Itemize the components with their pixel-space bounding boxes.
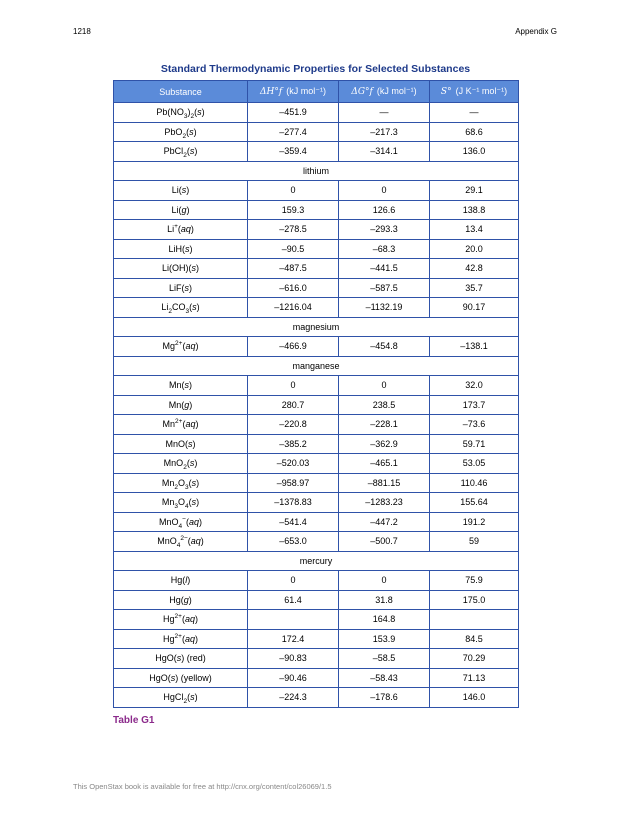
entropy-cell: 68.6 — [430, 122, 519, 142]
substance-cell: $Mn^{2+}(aq)$ — [114, 415, 248, 435]
enthalpy-cell: –451.9 — [248, 103, 339, 123]
enthalpy-cell: –520.03 — [248, 454, 339, 474]
substance-cell: $Mn_2O_3(s)$ — [114, 473, 248, 493]
table-row — [114, 629, 519, 649]
entropy-cell: 110.46 — [430, 473, 519, 493]
entropy-cell: 20.0 — [430, 239, 519, 259]
entropy-cell: 59 — [430, 532, 519, 552]
table-row — [114, 142, 519, 162]
gibbs-energy-cell: 0 — [339, 571, 430, 591]
substance-cell: HgO(s) (red) — [114, 649, 248, 669]
enthalpy-cell — [248, 610, 339, 630]
table-row — [114, 434, 519, 454]
column-header-gibbs — [339, 81, 430, 103]
gibbs-energy-cell: –228.1 — [339, 415, 430, 435]
substance-cell: $Mn_3O_4(s)$ — [114, 493, 248, 513]
gibbs-energy-cell: –454.8 — [339, 337, 430, 357]
table-row — [114, 590, 519, 610]
column-header-label: Substance — [159, 86, 202, 97]
entropy-cell: 13.4 — [430, 220, 519, 240]
enthalpy-cell: 280.7 — [248, 395, 339, 415]
table-caption: Table G1 — [113, 715, 155, 726]
section-label: manganese — [114, 356, 519, 376]
section-row — [114, 317, 519, 337]
footer-note: This OpenStax book is available for free at http://cnx.org/content/col26069/1.5 — [73, 782, 332, 791]
enthalpy-cell: –224.3 — [248, 688, 339, 708]
gibbs-energy-cell: –314.1 — [339, 142, 430, 162]
gibbs-energy-cell: — — [339, 103, 430, 123]
enthalpy-cell: –220.8 — [248, 415, 339, 435]
enthalpy-cell: 0 — [248, 376, 339, 396]
substance-cell: $Mg^{2+}(aq)$ — [114, 337, 248, 357]
table-row — [114, 512, 519, 532]
substance-cell: MnO$_4^{2-}$(aq) — [114, 532, 248, 552]
gibbs-energy-cell: 31.8 — [339, 590, 430, 610]
entropy-cell: 70.29 — [430, 649, 519, 669]
entropy-cell: 75.9 — [430, 571, 519, 591]
substance-cell: Mn(g) — [114, 395, 248, 415]
entropy-cell: 71.13 — [430, 668, 519, 688]
table-row — [114, 298, 519, 318]
table-row — [114, 376, 519, 396]
table-row — [114, 649, 519, 669]
entropy-cell: 53.05 — [430, 454, 519, 474]
gibbs-energy-cell: –1132.19 — [339, 298, 430, 318]
table-row — [114, 610, 519, 630]
substance-cell: PbCl$_2$(s) — [114, 142, 248, 162]
entropy-cell: 191.2 — [430, 512, 519, 532]
entropy-cell: 155.64 — [430, 493, 519, 513]
substance-cell: HgCl$_2$(s) — [114, 688, 248, 708]
substance-cell: Hg(l) — [114, 571, 248, 591]
enthalpy-cell: –487.5 — [248, 259, 339, 279]
enthalpy-cell: 61.4 — [248, 590, 339, 610]
column-header-enthalpy — [248, 81, 339, 103]
entropy-symbol: S° — [440, 87, 452, 97]
substance-cell: Li(OH)(s) — [114, 259, 248, 279]
entropy-cell: –73.6 — [430, 415, 519, 435]
gibbs-symbol: ΔG°f — [351, 87, 373, 97]
gibbs-energy-cell: 238.5 — [339, 395, 430, 415]
table-row — [114, 259, 519, 279]
enthalpy-cell: –90.46 — [248, 668, 339, 688]
enthalpy-cell: 0 — [248, 181, 339, 201]
entropy-cell: 146.0 — [430, 688, 519, 708]
substance-cell: HgO(s) (yellow) — [114, 668, 248, 688]
enthalpy-cell: –1378.83 — [248, 493, 339, 513]
enthalpy-cell: –653.0 — [248, 532, 339, 552]
thermodynamic-properties-table — [113, 80, 519, 708]
entropy-cell: — — [430, 103, 519, 123]
table-row — [114, 278, 519, 298]
substance-cell: $Li_2CO_3(s)$ — [114, 298, 248, 318]
table-body — [114, 103, 519, 708]
enthalpy-cell: –90.83 — [248, 649, 339, 669]
enthalpy-cell: –541.4 — [248, 512, 339, 532]
substance-cell: $Hg^{2+}(aq)$ — [114, 610, 248, 630]
table-row — [114, 688, 519, 708]
gibbs-energy-cell: 153.9 — [339, 629, 430, 649]
table-row — [114, 395, 519, 415]
gibbs-energy-cell: 0 — [339, 376, 430, 396]
section-row — [114, 356, 519, 376]
substance-cell: $Pb(NO_3)_2(s)$ — [114, 103, 248, 123]
table-row — [114, 337, 519, 357]
substance-cell: LiH(s) — [114, 239, 248, 259]
entropy-cell: 29.1 — [430, 181, 519, 201]
gibbs-energy-cell: –178.6 — [339, 688, 430, 708]
entropy-cell: 42.8 — [430, 259, 519, 279]
substance-cell: Hg(g) — [114, 590, 248, 610]
table-row — [114, 532, 519, 552]
gibbs-energy-cell: 164.8 — [339, 610, 430, 630]
table-row — [114, 493, 519, 513]
table-header — [114, 81, 519, 103]
gibbs-energy-cell: –362.9 — [339, 434, 430, 454]
entropy-cell: 175.0 — [430, 590, 519, 610]
enthalpy-cell: 0 — [248, 571, 339, 591]
table-row — [114, 473, 519, 493]
gibbs-energy-cell: –1283.23 — [339, 493, 430, 513]
enthalpy-cell: –1216.04 — [248, 298, 339, 318]
table-row — [114, 571, 519, 591]
column-header-substance — [114, 81, 248, 103]
gibbs-energy-cell: 126.6 — [339, 200, 430, 220]
substance-cell: Li(s) — [114, 181, 248, 201]
substance-cell: Mn(s) — [114, 376, 248, 396]
entropy-cell: 138.8 — [430, 200, 519, 220]
enthalpy-cell: –277.4 — [248, 122, 339, 142]
enthalpy-symbol: ΔH°f — [260, 87, 283, 97]
enthalpy-cell: –90.5 — [248, 239, 339, 259]
gibbs-energy-cell: –881.15 — [339, 473, 430, 493]
gibbs-energy-cell: –465.1 — [339, 454, 430, 474]
entropy-cell: 59.71 — [430, 434, 519, 454]
section-row — [114, 551, 519, 571]
section-row — [114, 161, 519, 181]
section-label: mercury — [114, 551, 519, 571]
enthalpy-cell: –385.2 — [248, 434, 339, 454]
substance-cell: MnO(s) — [114, 434, 248, 454]
entropy-cell: –138.1 — [430, 337, 519, 357]
table-row — [114, 122, 519, 142]
enthalpy-cell: –278.5 — [248, 220, 339, 240]
gibbs-energy-cell: –587.5 — [339, 278, 430, 298]
gibbs-energy-cell: –58.43 — [339, 668, 430, 688]
entropy-cell: 90.17 — [430, 298, 519, 318]
substance-cell: Li+(aq) — [114, 220, 248, 240]
table-row — [114, 668, 519, 688]
gibbs-energy-cell: –293.3 — [339, 220, 430, 240]
substance-cell: Li(g) — [114, 200, 248, 220]
enthalpy-cell: 172.4 — [248, 629, 339, 649]
table-row — [114, 200, 519, 220]
entropy-unit: (J K⁻¹ mol⁻¹) — [455, 86, 508, 96]
table-row — [114, 103, 519, 123]
substance-cell: MnO$_2$(s) — [114, 454, 248, 474]
substance-cell: $Hg^{2+}(aq)$ — [114, 629, 248, 649]
enthalpy-cell: –958.97 — [248, 473, 339, 493]
table-row — [114, 181, 519, 201]
entropy-cell: 35.7 — [430, 278, 519, 298]
entropy-cell — [430, 610, 519, 630]
running-header: Appendix G — [515, 27, 557, 36]
enthalpy-cell: –466.9 — [248, 337, 339, 357]
table-title: Standard Thermodynamic Properties for Selected Substances — [160, 63, 471, 75]
gibbs-energy-cell: –217.3 — [339, 122, 430, 142]
table-row — [114, 415, 519, 435]
page-number: 1218 — [73, 27, 91, 36]
gibbs-energy-cell: –58.5 — [339, 649, 430, 669]
table-row — [114, 239, 519, 259]
enthalpy-cell: –616.0 — [248, 278, 339, 298]
table-row — [114, 454, 519, 474]
gibbs-energy-cell: 0 — [339, 181, 430, 201]
gibbs-energy-cell: –447.2 — [339, 512, 430, 532]
table-row — [114, 220, 519, 240]
entropy-cell: 32.0 — [430, 376, 519, 396]
gibbs-energy-cell: –500.7 — [339, 532, 430, 552]
section-label: lithium — [114, 161, 519, 181]
entropy-cell: 84.5 — [430, 629, 519, 649]
substance-cell: LiF(s) — [114, 278, 248, 298]
enthalpy-cell: 159.3 — [248, 200, 339, 220]
substance-cell: MnO$_4$−(aq) — [114, 512, 248, 532]
substance-cell: PbO$_2$(s) — [114, 122, 248, 142]
header-row — [114, 81, 519, 103]
enthalpy-cell: –359.4 — [248, 142, 339, 162]
entropy-cell: 136.0 — [430, 142, 519, 162]
enthalpy-unit: (kJ mol⁻¹) — [286, 86, 326, 96]
gibbs-energy-cell: –441.5 — [339, 259, 430, 279]
gibbs-unit: (kJ mol⁻¹) — [376, 86, 417, 96]
entropy-cell: 173.7 — [430, 395, 519, 415]
section-label: magnesium — [114, 317, 519, 337]
gibbs-energy-cell: –68.3 — [339, 239, 430, 259]
column-header-entropy — [430, 81, 519, 103]
